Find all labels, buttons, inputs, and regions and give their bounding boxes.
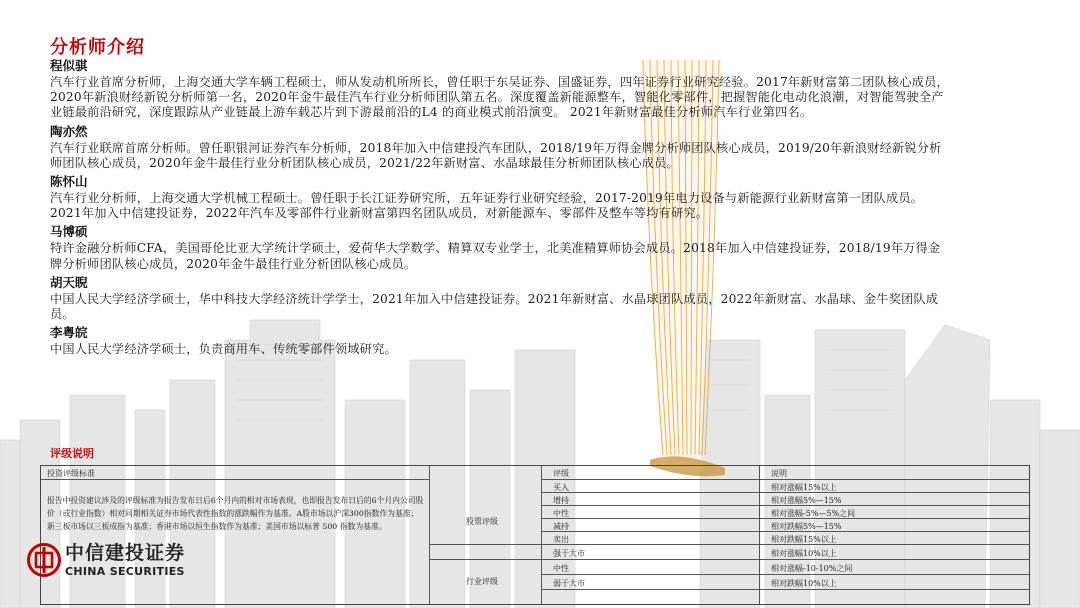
- table-divider: [429, 466, 430, 604]
- industry-rating-value: 中性: [553, 564, 569, 573]
- stock-rating-desc: 相对跌幅15%以上: [771, 535, 837, 544]
- table-divider: [541, 589, 1029, 590]
- industry-rating-value: 弱于大市: [553, 579, 585, 588]
- page-title: 分析师介绍: [50, 37, 145, 58]
- analyst-entry: [50, 324, 950, 357]
- stock-rating-label: 股票评级: [466, 517, 498, 526]
- industry-rating-label: 行业评级: [466, 577, 498, 586]
- table-header-desc: 说明: [771, 469, 787, 478]
- analyst-bio: 中国人民大学经济学硕士，华中科技大学经济统计学学士，2021年加入中信建投证券。2021年新财富、水晶球团队成员，2022年新财富、水晶球、金牛奖团队成员。: [50, 291, 939, 322]
- table-divider: [429, 544, 1029, 545]
- analyst-name: 马博硕: [50, 224, 88, 240]
- stock-rating-value: 增持: [553, 496, 569, 505]
- table-header-rating: 评级: [553, 469, 569, 478]
- stock-rating-value: 买入: [553, 483, 569, 492]
- analyst-name: 陈怀山: [50, 174, 88, 190]
- analyst-name: 胡天睨: [50, 274, 88, 290]
- table-divider: [541, 574, 1029, 575]
- company-logo: [27, 543, 185, 577]
- table-divider: [541, 466, 542, 604]
- table-divider: [541, 479, 1029, 480]
- analyst-entry: [50, 123, 950, 171]
- analyst-entry: [50, 274, 950, 322]
- analyst-bio: 汽车行业首席分析师，上海交通大学车辆工程硕士，师从发动机所所长，曾任职于东吴证券、国盛证券，四年证券行业研究经验。2017年新财富第二团队核心成员，2020年新浪财经新锐分析师第一名，2020年金牛最佳汽车行业分析师团队第五名。深度覆盖新能源整车，智能化零部件，把握智能化电动化浪潮，对智能驾驶全产业链最前沿研究，深度跟踪从产业链最上游车载芯片到下游最前沿的L4 的商业模式前沿演变。 2021年新财富最佳分析师汽车行业第四名。: [50, 75, 949, 120]
- logo-cn-text: 中信建投证券: [65, 541, 186, 564]
- analyst-entry: [50, 223, 950, 271]
- stock-rating-desc: 相对涨幅15%以上: [771, 483, 837, 492]
- stock-rating-value: 减持: [553, 522, 569, 531]
- analyst-bio: 汽车行业联席首席分析师。曾任职银河证券汽车分析师，2018年加入中信建投汽车团队，2018/19年万得金牌分析师团队核心成员，2019/20年新浪财经新锐分析师团队核心成员，2020年金牛最佳行业分析团队核心成员，2021/22年新财富、水晶球最佳分析师团队核心成员。: [50, 140, 942, 170]
- stock-rating-desc: 相对跌幅5%—15%: [771, 522, 842, 531]
- table-divider: [759, 466, 760, 604]
- analyst-name: 程似骐: [50, 58, 88, 73]
- analyst-bio: 特许金融分析师CFA，美国哥伦比亚大学统计学硕士，爱荷华大学数学、精算双专业学士，北美准精算师协会成员。2018年加入中信建投证券，2018/19年万得金牌分析师团队核心成员，2020年金牛最佳行业分析团队核心成员。: [50, 241, 941, 271]
- table-divider: [41, 479, 429, 480]
- rating-standard-text: 报告中投资建议涉及的评级标准为报告发布日后6个月内的相对市场表现，也即报告发布日后的6个月内公司股价（或行业指数）相对同期相关证券市场代表性指数的涨跌幅作为基准。A股市场以沪深300指数作为基准；新三板市场以三板成指为基准；香港市场以恒生指数作为基准；美国市场以标普 500 指数为基准。: [47, 496, 424, 531]
- rating-section-title: 评级说明: [50, 447, 94, 460]
- table-divider: [429, 559, 1029, 560]
- stock-rating-value: 中性: [553, 509, 569, 518]
- analyst-entry: [50, 57, 950, 121]
- rating-table: [40, 465, 1030, 605]
- stock-rating-desc: 相对涨幅-5%—5%之间: [771, 509, 856, 518]
- industry-rating-desc: 相对涨幅10%以上: [771, 549, 837, 558]
- industry-rating-desc: 相对涨幅-10-10%之间: [771, 564, 853, 573]
- analyst-bio: 中国人民大学经济学硕士，负责商用车、传统零部件领域研究。: [50, 342, 397, 357]
- analyst-name: 李粤皖: [50, 325, 88, 341]
- analyst-entry: [50, 173, 950, 221]
- analyst-name: 陶亦然: [50, 123, 88, 139]
- stock-rating-desc: 相对涨幅5%—15%: [771, 496, 842, 505]
- citic-logo-icon: [27, 543, 61, 577]
- analyst-bio: 汽车行业分析师，上海交通大学机械工程硕士。曾任职于长江证券研究所，五年证券行业研究经验，2017-2019年电力设备与新能源行业新财富第一团队成员。2021年加入中信建投证券，2022年汽车及零部件行业新财富第四名团队成员，对新能源车、零部件及整车等均有研究。: [50, 191, 924, 221]
- stock-rating-value: 卖出: [553, 535, 569, 544]
- industry-rating-desc: 相对跌幅10%以上: [771, 579, 837, 588]
- analyst-list: [50, 57, 950, 359]
- table-header-standard: 投资评级标准: [47, 469, 95, 478]
- industry-rating-value: 强于大市: [553, 549, 585, 558]
- logo-en-text: CHINA SECURITIES: [65, 564, 185, 578]
